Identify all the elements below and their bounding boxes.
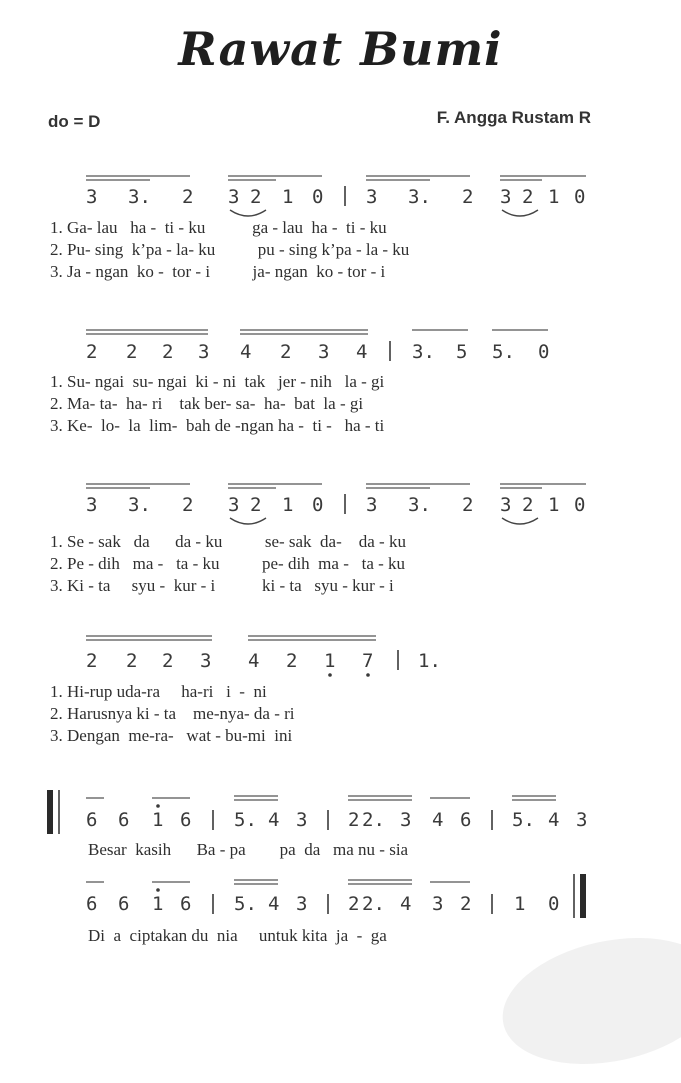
lyric-line: 2. Harusnya ki - ta me-nya- da - ri	[50, 704, 295, 723]
note: 0	[574, 494, 586, 516]
note: 1	[282, 186, 294, 208]
lyric-line: 1. Su- ngai su- ngai ki - ni tak jer - nih la - gi	[50, 372, 385, 391]
note: 4	[268, 893, 280, 915]
note: 3	[228, 186, 240, 208]
note: 3.	[408, 494, 431, 516]
system-3-notation	[86, 484, 586, 524]
note: 3.	[408, 186, 431, 208]
note: 3	[200, 650, 212, 672]
note: 2	[286, 650, 298, 672]
system-1-notation	[86, 176, 586, 216]
note: 0	[548, 893, 560, 915]
note: 4	[248, 650, 260, 672]
note: 4	[548, 809, 560, 831]
note: 2	[460, 893, 472, 915]
note: 4	[268, 809, 280, 831]
lyric-line: 2. Ma- ta- ha- ri tak ber- sa- ha- bat la - gi	[50, 394, 364, 413]
key-signature: do = D	[48, 112, 101, 131]
note: 4	[400, 893, 412, 915]
note: 3	[432, 893, 444, 915]
note: 1	[152, 893, 164, 915]
lyric-line: 2. Pu- sing k’pa - la- ku pu - sing k’pa - la - ku	[50, 240, 410, 259]
note: 5.	[492, 341, 515, 363]
note: 3	[576, 809, 588, 831]
note: 6	[118, 809, 130, 831]
note: 1	[152, 809, 164, 831]
note: 3	[366, 494, 378, 516]
refrain-1-notation	[47, 790, 587, 834]
note: 3	[500, 186, 512, 208]
note: 0	[312, 494, 324, 516]
note: 7	[362, 650, 374, 672]
note: 3.	[128, 186, 151, 208]
note: 0	[574, 186, 586, 208]
note: 6	[180, 893, 192, 915]
note: 2	[250, 494, 262, 516]
note: 3	[296, 893, 308, 915]
note: 2	[86, 650, 98, 672]
composer-name: F. Angga Rustam R	[436, 108, 591, 127]
note: 6	[86, 809, 98, 831]
note: 1	[514, 893, 526, 915]
note: 0	[538, 341, 550, 363]
lyric-line: 2. Pe - dih ma - ta - ku pe- dih ma - ta - ku	[50, 554, 406, 573]
note: 2	[182, 494, 194, 516]
note: 3	[86, 494, 98, 516]
note: 1	[282, 494, 294, 516]
lyric-line: 1. Se - sak da da - ku se- sak da- da - ku	[50, 532, 406, 551]
note: 3.	[412, 341, 435, 363]
note: 3	[228, 494, 240, 516]
note: 3	[366, 186, 378, 208]
note: 6	[118, 893, 130, 915]
note: 4	[432, 809, 444, 831]
note: 3	[318, 341, 330, 363]
lyric-line: 1. Hi-rup uda-ra ha-ri i - ni	[50, 682, 267, 701]
note: 2	[126, 341, 138, 363]
note: 1.	[418, 650, 441, 672]
song-title: Rawat Bumi	[178, 22, 503, 76]
note: 2.	[362, 893, 385, 915]
note: 5.	[234, 893, 257, 915]
note: 5.	[512, 809, 535, 831]
note: 2.	[362, 809, 385, 831]
refrain-2-notation	[86, 874, 586, 918]
note: 5	[456, 341, 468, 363]
note: 0	[312, 186, 324, 208]
note: 2	[462, 494, 474, 516]
note: 3.	[128, 494, 151, 516]
note: 2	[182, 186, 194, 208]
note: 2	[86, 341, 98, 363]
note: 3	[500, 494, 512, 516]
note: 2	[522, 186, 534, 208]
note: 1	[548, 186, 560, 208]
note: 2	[162, 650, 174, 672]
note: 2	[348, 809, 360, 831]
note: 5.	[234, 809, 257, 831]
note: 2	[126, 650, 138, 672]
note: 3	[86, 186, 98, 208]
note: 2	[162, 341, 174, 363]
system-4-notation	[86, 636, 441, 677]
note: 2	[462, 186, 474, 208]
note: 2	[250, 186, 262, 208]
refrain-lyric-line: Besar kasih Ba - pa pa da ma nu - sia	[88, 840, 409, 859]
note: 6	[180, 809, 192, 831]
lyric-line: 3. Dengan me-ra- wat - bu-mi ini	[50, 726, 293, 745]
note: 2	[348, 893, 360, 915]
note: 3	[296, 809, 308, 831]
system-2-notation	[86, 330, 549, 363]
lyric-line: 3. Ki - ta syu - kur - i ki - ta syu - kur - i	[50, 576, 394, 595]
note: 1	[548, 494, 560, 516]
note: 2	[522, 494, 534, 516]
refrain-lyric-line: Di a ciptakan du nia untuk kita ja - ga	[88, 926, 387, 945]
note: 3	[400, 809, 412, 831]
note: 4	[240, 341, 252, 363]
note: 3	[198, 341, 210, 363]
note: 1	[324, 650, 336, 672]
note: 4	[356, 341, 368, 363]
note: 6	[460, 809, 472, 831]
note: 2	[280, 341, 292, 363]
lyric-line: 3. Ja - ngan ko - tor - i ja- ngan ko - tor - i	[50, 262, 386, 281]
lyric-line: 3. Ke- lo- la lim- bah de -ngan ha - ti - ha - ti	[50, 416, 385, 435]
lyric-line: 1. Ga- lau ha - ti - ku ga - lau ha - ti - ku	[50, 218, 387, 237]
note: 6	[86, 893, 98, 915]
